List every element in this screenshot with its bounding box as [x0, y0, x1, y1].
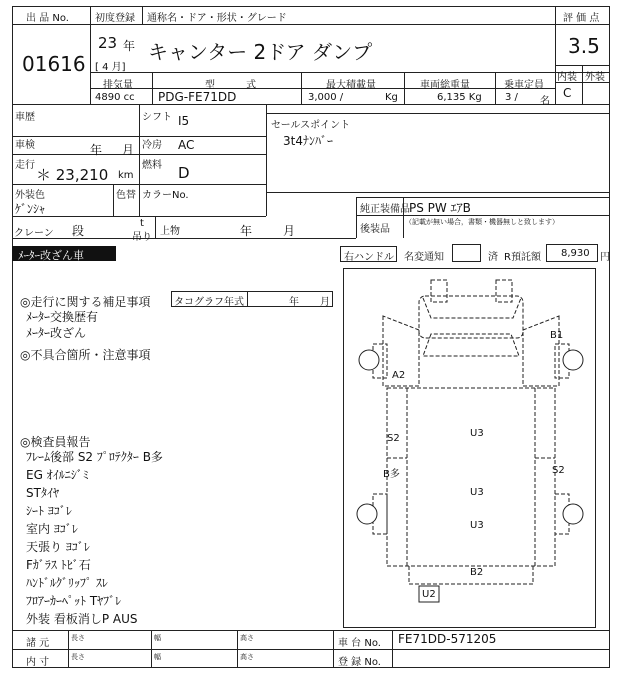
- dimensions-label: 諸 元: [26, 638, 50, 649]
- recycle-deposit-label: R預託額: [504, 252, 541, 263]
- dimensions-width-label: 幅: [154, 634, 161, 642]
- sales-point-label: セールスポイント: [271, 120, 351, 131]
- model-code: PDG-FE71DD: [158, 90, 237, 104]
- registration-number-label: 登 録 No.: [338, 657, 381, 668]
- tachograph-year: 年: [289, 297, 299, 308]
- inspector-line: ﾊﾝﾄﾞﾙｸﾞﾘｯﾌﾟ ｽﾚ: [26, 576, 108, 590]
- mount-label: 上物: [160, 226, 180, 237]
- mount-month: 月: [283, 224, 296, 238]
- genuine-equipment-label: 純正装備品: [360, 204, 410, 215]
- inspection-year: 年: [90, 143, 103, 157]
- inspector-line: 室内 ﾖｺﾞﾚ: [26, 522, 78, 536]
- grade-label: 評 価 点: [563, 13, 600, 24]
- lot-label: 出 品 No.: [26, 13, 69, 24]
- recycle-unit: 円: [600, 252, 610, 263]
- displacement: 4890 cc: [95, 92, 135, 103]
- inspection-month: 月: [122, 143, 135, 157]
- inspector-line: ﾌﾚｰﾑ後部 S2 ﾌﾟﾛﾃｸﾀｰ B多: [26, 450, 163, 464]
- damage-mark-u3-top: U3: [470, 428, 484, 439]
- crane-hang-label: 吊り: [132, 232, 152, 243]
- damage-mark-s2-right: S2: [552, 465, 565, 476]
- crane-ton-label: t: [140, 218, 144, 229]
- fuel-label: 燃料: [142, 160, 162, 171]
- registration-year: 23: [98, 34, 118, 52]
- inspector-line: Fｶﾞﾗｽ ﾄﾋﾞ石: [26, 558, 91, 572]
- meter-tampered-text: ﾒｰﾀｰ改ざん車: [18, 249, 84, 262]
- sales-point-text: 3t4ﾅﾝﾊﾞｰ: [283, 134, 333, 148]
- displacement-label: 排気量: [103, 80, 133, 91]
- color-change-label: 色替: [116, 190, 136, 201]
- inner-dimensions-label: 内 寸: [26, 657, 50, 668]
- mount-year: 年: [240, 224, 253, 238]
- inspector-line: ｼｰﾄ ﾖｺﾞﾚ: [26, 504, 72, 518]
- name-change-box: [452, 244, 481, 262]
- damage-mark-b-many: B多: [383, 469, 400, 480]
- color-code-label: カラーNo.: [142, 190, 189, 201]
- crane-step-label: 段: [72, 224, 85, 238]
- damage-mark-a2: A2: [392, 370, 406, 381]
- inspector-line: 天張り ﾖｺﾞﾚ: [26, 540, 90, 554]
- inspector-heading: ◎検査員報告: [20, 435, 91, 449]
- max-load-unit: Kg: [385, 92, 398, 103]
- seating-capacity: 3 /: [505, 92, 518, 103]
- model-label: 型 式: [205, 80, 271, 91]
- inspection-label: 車検: [15, 140, 35, 151]
- overall-grade: 3.5: [568, 34, 600, 58]
- interior-grade: C: [563, 86, 572, 100]
- name-change-label: 名変通知: [404, 252, 444, 263]
- vehicle-name: キャンター 2ドア ダンプ: [148, 40, 373, 64]
- first-registration-label: 初度登録: [95, 13, 135, 24]
- exterior-color-label: 外装色: [15, 190, 45, 201]
- history-label: 車歴: [15, 112, 35, 123]
- damage-mark-b1: B1: [550, 330, 564, 341]
- driving-notes-heading: ◎走行に関する補足事項: [20, 295, 151, 309]
- inspector-line: 外装 看板消しP AUS: [26, 612, 138, 626]
- recycle-paid-mark: 済: [488, 252, 498, 263]
- vehicle-name-label: 通称名・ドア・形状・グレード: [147, 13, 287, 24]
- exterior-color: ｹﾞﾝｼｬ: [15, 202, 46, 216]
- inner-length-label: 長さ: [71, 653, 85, 661]
- mileage-value: ＊ 23,210: [36, 166, 109, 184]
- damage-mark-u2: U2: [422, 589, 436, 600]
- crane-label: クレーン: [14, 228, 54, 239]
- seating-capacity-unit: 名: [540, 96, 550, 107]
- max-load: 3,000 /: [308, 92, 344, 103]
- registration-month: [ 4 月]: [95, 62, 126, 73]
- driving-note-line: ﾒｰﾀｰ改ざん: [26, 326, 87, 340]
- shift-value: I5: [178, 114, 190, 128]
- aftermarket-label: 後装品: [360, 224, 390, 235]
- damage-mark-u3-low: U3: [470, 520, 484, 531]
- damage-mark-b2: B2: [470, 567, 484, 578]
- dimensions-length-label: 長さ: [71, 634, 85, 642]
- mileage-label: 走行: [15, 160, 35, 171]
- aircon-label: 冷房: [142, 140, 162, 151]
- chassis-number-label: 車 台 No.: [338, 638, 381, 649]
- inner-width-label: 幅: [154, 653, 161, 661]
- inspector-line: STﾀｲﾔ: [26, 486, 59, 500]
- driving-note-line: ﾒｰﾀｰ交換歴有: [26, 310, 99, 324]
- damage-mark-u3-mid: U3: [470, 487, 484, 498]
- gross-weight: 6,135 Kg: [437, 92, 482, 103]
- gross-weight-label: 車両総重量: [420, 80, 470, 91]
- tachograph-label: タコグラフ年式: [174, 297, 244, 308]
- tachograph-month: 月: [320, 297, 330, 308]
- lot-number: 01616: [22, 52, 86, 76]
- shift-label: シフト: [142, 112, 172, 123]
- steering-side: 右ハンドル: [344, 252, 394, 263]
- exterior-grade-label: 外装: [585, 72, 605, 83]
- max-load-label: 最大積載量: [326, 80, 376, 91]
- genuine-equipment-items: PS PW ｴｱB: [409, 201, 471, 215]
- chassis-number: FE71DD-571205: [398, 632, 497, 646]
- inspector-line: EG ｵｲﾙﾆｼﾞﾐ: [26, 468, 89, 482]
- fuel-value: D: [178, 164, 190, 182]
- damage-mark-s2-left: S2: [387, 433, 400, 444]
- interior-grade-label: 内装: [557, 72, 577, 83]
- recycle-amount: 8,930: [561, 248, 590, 259]
- inner-height-label: 高さ: [240, 653, 254, 661]
- capacity-label: 乗車定員: [504, 80, 544, 91]
- mileage-unit: km: [118, 170, 134, 181]
- dimensions-height-label: 高さ: [240, 634, 254, 642]
- defects-heading: ◎不具合箇所・注意事項: [20, 348, 151, 362]
- aircon-value: AC: [178, 138, 195, 152]
- registration-year-unit: 年: [123, 39, 136, 53]
- inspector-line: ﾌﾛｱｰｶｰﾍﾟｯﾄ Tﾔﾌﾞﾚ: [26, 594, 122, 608]
- aftermarket-note: （記載が無い場合，書類・機器無しと致します）: [405, 218, 559, 226]
